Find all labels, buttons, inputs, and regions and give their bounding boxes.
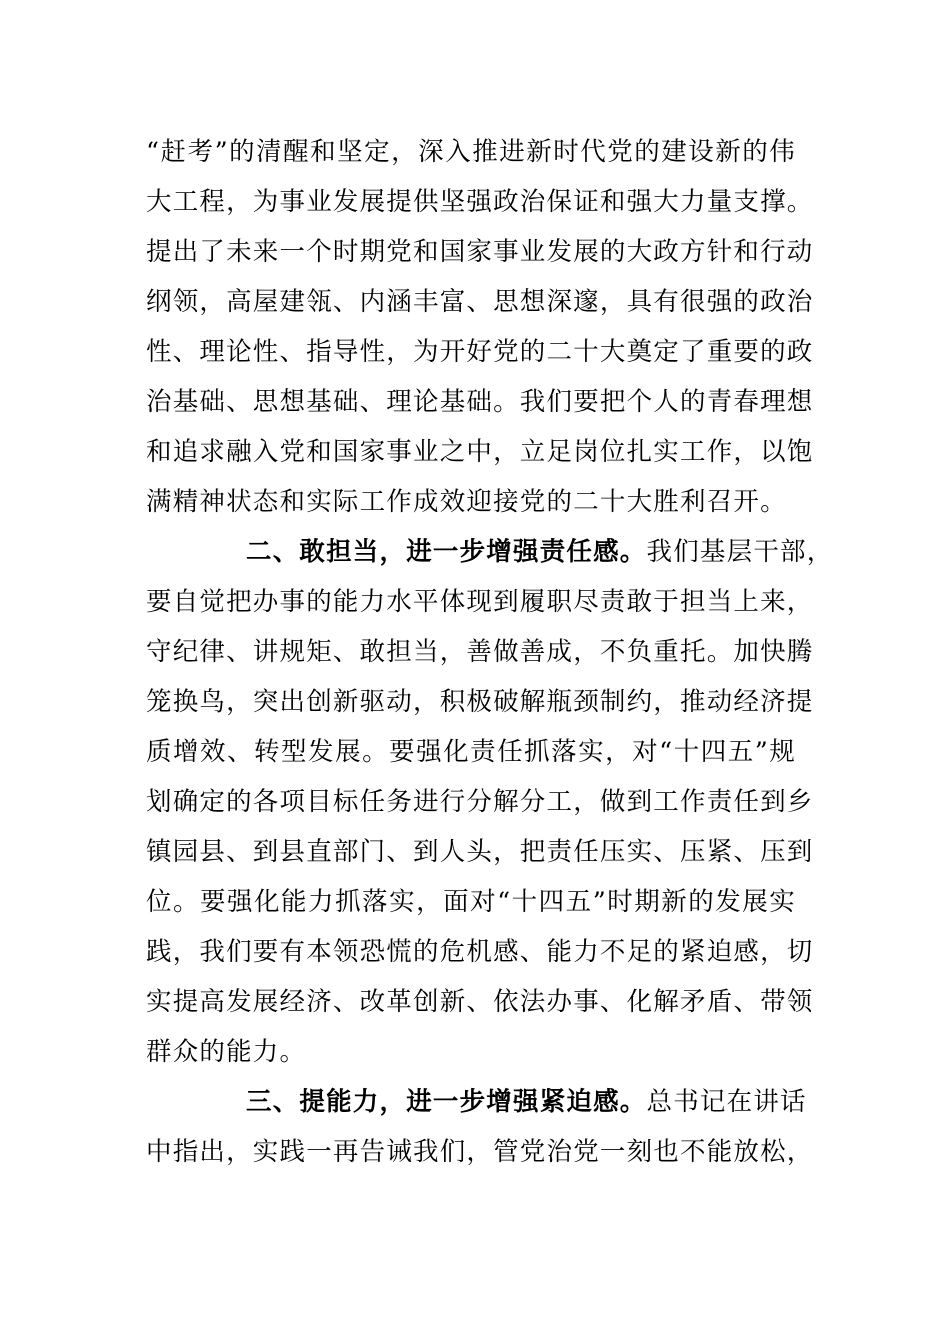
paragraph-first-line — [246, 1082, 806, 1122]
body-text-line: 和追求融入党和国家事业之中，立足岗位扎实工作，以饱 — [146, 437, 814, 467]
body-text-line: 纲领，高屋建瓴、内涵丰富、思想深邃，具有很强的政治 — [146, 287, 814, 317]
section-heading: 二、敢担当，进一步增强责任感。 — [246, 537, 647, 567]
body-text-line: 性、理论性、指导性，为开好党的二十大奠定了重要的政 — [146, 337, 814, 367]
body-text-line: 治基础、思想基础、理论基础。我们要把个人的青春理想 — [146, 387, 814, 417]
body-text-line: 践，我们要有本领恐慌的危机感、能力不足的紧迫感，切 — [146, 937, 814, 967]
body-text-line: 笼换鸟，突出创新驱动，积极破解瓶颈制约，推动经济提 — [146, 687, 814, 717]
body-text-line: 要自觉把办事的能力水平体现到履职尽责敢于担当上来， — [146, 587, 814, 617]
paragraph-first-line — [246, 532, 834, 572]
body-text-line: 守纪律、讲规矩、敢担当，善做善成，不负重托。加快腾 — [146, 637, 814, 667]
body-text-line: “赶考”的清醒和坚定，深入推进新时代党的建设新的伟 — [146, 137, 796, 167]
body-text-line: 实提高发展经济、改革创新、依法办事、化解矛盾、带领 — [146, 987, 814, 1017]
body-text-line: 中指出，实践一再告诫我们，管党治党一刻也不能放松， — [146, 1137, 814, 1167]
body-text-line: 群众的能力。 — [146, 1037, 307, 1067]
body-text-line: 位。要强化能力抓落实，面对“十四五”时期新的发展实 — [146, 887, 796, 917]
body-text-line: 镇园县、到县直部门、到人头，把责任压实、压紧、压到 — [146, 837, 814, 867]
body-text-inline: 总书记在讲话 — [646, 1087, 807, 1117]
section-heading: 三、提能力，进一步增强紧迫感。 — [246, 1087, 647, 1117]
body-text-line: 大工程，为事业发展提供坚强政治保证和强大力量支撑。 — [146, 187, 814, 217]
body-text-line: 划确定的各项目标任务进行分解分工，做到工作责任到乡 — [146, 787, 814, 817]
body-text-inline: 我们基层干部， — [646, 537, 834, 567]
body-text-line: 提出了未来一个时期党和国家事业发展的大政方针和行动 — [146, 237, 814, 267]
body-text-line: 满精神状态和实际工作成效迎接党的二十大胜利召开。 — [146, 487, 787, 517]
body-text-line: 质增效、转型发展。要强化责任抓落实，对“十四五”规 — [146, 737, 796, 767]
